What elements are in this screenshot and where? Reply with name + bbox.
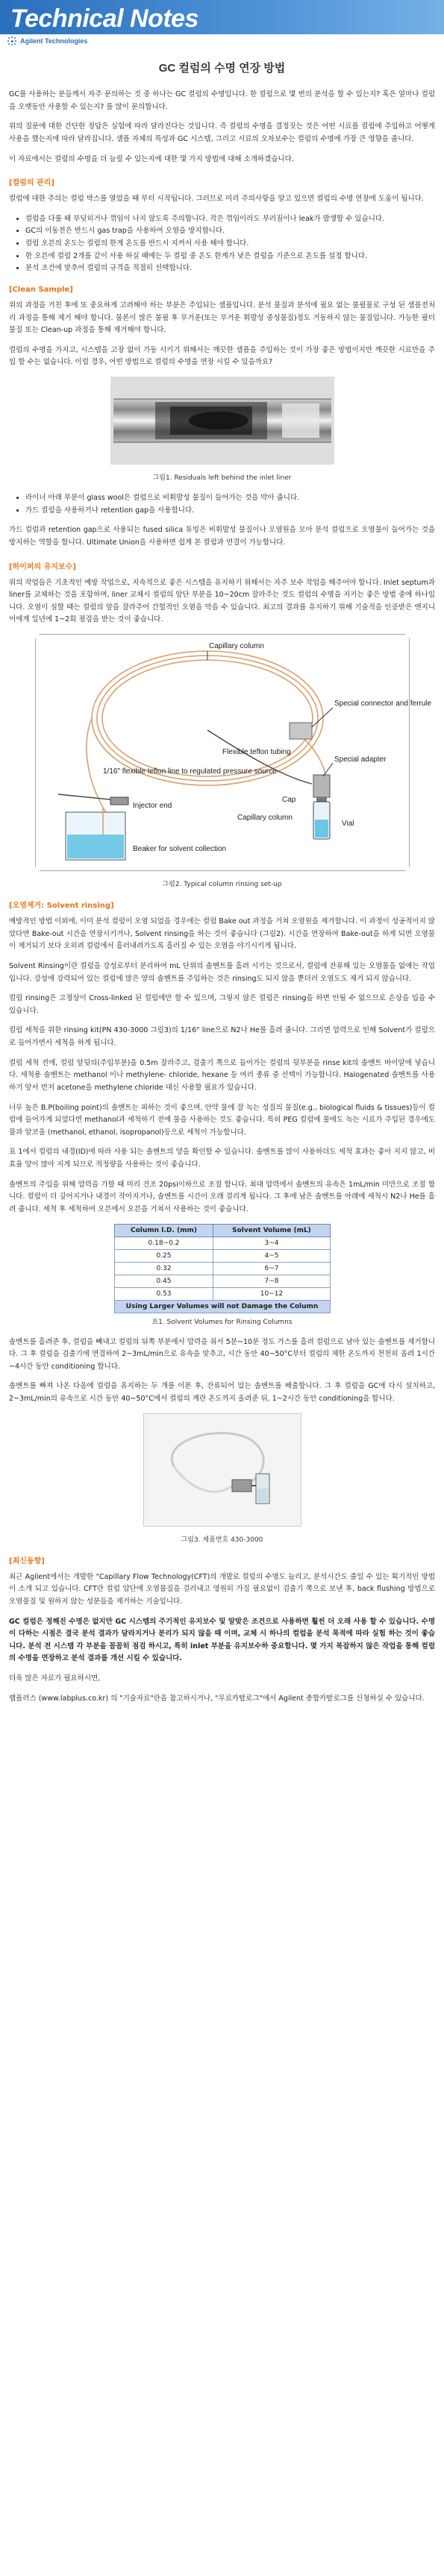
table-row <box>114 1237 330 1249</box>
table-cell: 0.45 <box>114 1275 213 1287</box>
table-header: Solvent Volume (mL) <box>213 1224 330 1237</box>
rinse-kit-photo <box>143 1413 301 1527</box>
clean-paragraph-1: 위의 과정을 거친 후에 또 중요하게 고려해야 하는 부분은 주입되는 샘플입니다. 분석 물질과 분석에 필요 없는 불필물로 구성 된 샘플전처리 과정을 통해 제거 해야 합니다. 물론이 많은 불필 후 무거운(또는 무거운 휘발성 중성물질)정도 거동하지 않는 물질입니다. 가능한 필터 물질 또는 Clean-up 과정을 통해 제거해야 합니다. <box>9 301 435 335</box>
list-item: • GC의 이동전은 반드시 gas trap을 사용하여 오염을 방지합니다. <box>25 225 435 238</box>
list-item: • 라이너 아래 부분이 glass wool은 컬럼으로 비휘발성 물질이 들어가는 것을 막아 줍니다. <box>25 492 435 505</box>
table-row <box>114 1275 330 1287</box>
table-cell: 10~12 <box>213 1287 330 1300</box>
summary-paragraph: GC 컬럼은 정해진 수명은 없지만 GC 시스템의 주기적인 유지보수 및 알맞은 조건으로 사용하면 훨씬 더 오래 사용 할 수 있습니다. 수명이 다하는 시점은 결국 분석 결과가 달라지거나 분리가 되지 않을 때 이며, 교체 시 하나의 컬럼을 분석 목적에 따라 실험 하는 것이 좋습니다. 분석 전 시스템 각 부분을 꼼꼼히 점검 하시고, 특히 inlet 부분을 유지보수하 중요합니다. 몇 가지 복잡하지 않은 작업을 통해 컬럼의 수명을 연장하고 분석 결과를 개선 시킬 수 있습니다. <box>9 1617 435 1663</box>
section-heading-rinsing: [오염제거: Solvent rinsing] <box>9 902 114 910</box>
section-heading-care: [컬럼의 관리] <box>9 179 54 188</box>
label-special-adapter: Special adapter <box>334 755 386 764</box>
rinsing-setup-diagram <box>35 634 431 871</box>
inlet-liner-photo <box>110 377 334 465</box>
figure-rinse-kit <box>9 1413 435 1530</box>
contact-paragraph-1: 더욱 많은 자료가 필요하시면, <box>9 1674 101 1683</box>
label-beaker: Beaker for solvent collection <box>132 845 226 853</box>
rinse-paragraph-9: 솔벤트를 빠져 나온 다음에 컬럼을 유지하는 두 개를 이론 후, 잔류되어 있는 솔벤트를 배출합니다. 그 후 컬럼을 GC에 다시 설치하고, 2~3mL/min의 유속으로 시간 동안 40~50°C에서 컬럼의 계란 온도까지 올려준 뒤, 1~2시간 동안 conditioning을 합니다. <box>9 1382 435 1403</box>
intro-paragraph-1: GC를 사용하는 분들께서 자주 문의하는 것 중 하나는 GC 컬럼의 수명입니다. 한 컬럼으로 몇 번의 분석을 할 수 있는지? 혹은 얼마나 컬럼을 오랫동안 사용할 수 있는지? 를 많이 문의합니다. <box>9 90 435 111</box>
guard-column-paragraph: 가드 컬럼과 retention gap으로 사용되는 fused silica 튜빙은 비휘발성 물질이나 오염원을 모아 분석 컬럼으로 오염물이 들어가는 것을 방지하는 역할을 합니다. Ultimate Union을 사용하면 쉽게 본 컬럼과 연결이 가능합니다. <box>9 526 435 547</box>
logo-strip <box>0 34 444 46</box>
label-injector-end: Injector end <box>132 802 172 810</box>
agilent-spark-icon <box>7 37 16 45</box>
table-row <box>114 1287 330 1300</box>
care-paragraph: 컬럼에 대한 주의는 컬럼 박스를 열었을 때 부터 시작됩니다. 그러므로 미리 주의사항을 알고 있으면 컬럼의 수명 연장에 도움이 됩니다. <box>9 195 424 204</box>
list-item: • 분석 조건에 맞추어 컬럼의 규격을 적절히 선택합니다. <box>25 263 435 275</box>
inlet-list <box>9 492 435 517</box>
table-cell: 7~8 <box>213 1275 330 1287</box>
figure-inlet-liner <box>9 377 435 468</box>
label-connector-text: Special connector and ferrule <box>334 700 431 708</box>
article-body <box>0 60 444 1705</box>
table-header: Column I.D. (mm) <box>114 1224 213 1237</box>
solvent-volume-table <box>114 1224 331 1313</box>
figure-1-caption: 그림1. Residuals left behind the inlet liner <box>152 474 292 482</box>
intro-paragraph-3: 이 자료에서는 컬럼의 수명을 더 늘릴 수 있는지에 대한 몇 가지 방법에 대해 소개하겠습니다. <box>9 154 294 163</box>
rinse-paragraph-1: 예방적인 방법 이외에, 이미 분석 컬럼이 오염 되었을 경우에는 컬럼 Bake out 과정을 거쳐 오염원을 제거합니다. 이 과정이 성공적이지 않았다면 Bake-out 시간을 연장시키거나, Solvent rinsing을 하는 것이 좋습니다 (그림2). 시간을 연장하여 Bake-out을 하게 되면 오염물이 제거되기 보다 오히려 컬럼에서 흘러내려가도록 흘러질 수 있는 오염을 야기시키게 됩니다. <box>9 917 435 951</box>
table-cell: 0.18~0.2 <box>114 1237 213 1249</box>
list-item: • 컬럼을 다룰 때 부딪히거나 꺾임이 나지 않도록 주의합니다. 작은 꺾임이라도 부러짐이나 leak가 발생할 수 있습니다. <box>25 213 435 226</box>
after-table-paragraph: 솔벤트를 흘려준 후, 컬럼을 빼내고 컬럼의 뒤쪽 부분에서 압력을 줘서 5분~10분 정도 가스를 흘려 컬럼으로 남아 있는 솔벤트를 제거합니다. 그 후 컬럼을 검출기에 연결하여 2~3mL/min으로 유속을 맞추고, 시간 동안 40~50°C부터 컬럼의 제한 온도까지 천천히 올려 1시간~4시간 동안 conditioning 합니다. <box>9 1337 435 1371</box>
maintenance-paragraph: 위의 작업들은 기초적인 예방 작업으로, 지속적으로 좋은 시스템을 유지하기 위해서는 자주 보수 작업을 해주어야 합니다. Inlet septum과 liner를 교체하는 것을 포함하며, liner 교체시 컬럼의 앞단 부분을 10~20cm 잘라주는 것도 컬럼의 수명을 지키는 좋은 방법 중에 하나입니다. 오염이 심할 때는 컬럼의 앞을 잘라주어 간헐적인 오염을 막을 수 있습니다. 최고의 결과를 유지하기 위해 기술적을 인증받은 엔지니어에게 일년에 1~2회 점검을 받는 것이 좋습니다. <box>9 578 435 624</box>
table-cell: 4~5 <box>213 1249 330 1262</box>
label-capillary-column-2: Capillary column <box>237 814 293 822</box>
rinse-paragraph-2: Solvent Rinsing이란 컬럼을 강성로부터 분리하여 mL 단위의 솔벤트를 흘려 시키는 것으로서, 컬럼에 잔류해 있는 오염물을 없애는 작업입니다. 강성에 강력되어 있는 컬럼에 많은 양의 솔벤트를 주입하는 것은 rinsing도 되지 않을 뿐더러 오염도도 제거 되지 않습니다. <box>9 961 435 983</box>
company-logo <box>7 37 87 45</box>
rinse-paragraph-8: 솔벤트의 주입을 위해 압력을 가할 때 미리 건조 20psi이하으로 조절 합니다. 최대 압력에서 솔벤트의 유속은 1mL/min 미만으로 조절 합니다. 컬럼이 더 깊어지거나 내경이 작아지거나, 솔벤트를 시간이 오래 걸리게 됩니다. 그 후에 남은 솔벤트를 아래에 세척시 N2나 He를 흘려 줍니다. 세척 후 세척하여 오븐에서 오븐을 거쳐서 사용하는 것이 좋습니다. <box>9 1180 435 1213</box>
label-vial: Vial <box>341 820 354 828</box>
table-cell: 6~7 <box>213 1262 330 1275</box>
header-banner <box>0 0 444 46</box>
clean-paragraph-2: 컬럼의 수명을 가지고, 시스템을 고장 없이 가동 시키기 위해서는 깨끗한 샘플을 주입하는 것이 가장 좋은 방법이지만 깨끗한 시료만을 주입 할 수는 없습니다. 이럴 경우, 어떤 방법으로 컬럼의 수명을 연장 시킬 수 있을까요? <box>9 345 435 367</box>
label-capillary-column: Capillary column <box>208 642 264 650</box>
table-cell: 3~4 <box>213 1237 330 1249</box>
rinse-paragraph-4: 컬럼 세척을 위한 rinsing kit(PN 430-3000 그림3)의 1/16" line으로 N2나 He를 흘려 줍니다. 그리면 압력으로 인해 Solvent가 컬럼으로 들어가면서 세척을 하게 됩니다. <box>9 1026 435 1047</box>
section-heading-clean-sample: [Clean Sample] <box>9 285 73 294</box>
rinse-paragraph-7: 표 1에서 컬럼의 내경(ID)에 따라 사용 되는 솔벤트의 양을 확인할 수 있습니다. 솔벤트를 많이 사용하더도 세척 효과는 좋아 지지 않고, 비효율 양이 많아 지게 되므로 적정량을 사용하는 것이 좋습니다. <box>9 1148 435 1169</box>
banner-title: Technical Notes <box>10 4 198 33</box>
rinse-paragraph-6: 너무 높은 B.P(boiling point)의 솔벤트는 피하는 것이 좋으며, 안약 물에 잘 녹는 성질의 물질(e.g., biological fluids & tissues)등이 컬럼에 들어가게 되었다면 methanol과 세척하기 전에 물을 사용하는 것도 좋습니다. 특히 PEG 컬럼에 물에도 녹는 시료가 주입된 경우에도 물과 알코올 (methanol, ethanol, isopropanol)등으로 세척이 가능합니다. <box>9 1103 435 1137</box>
label-flex-line: 1/16" flexible teflon line to regulated pressure source <box>102 767 277 776</box>
table-cell: 0.53 <box>114 1287 213 1300</box>
table-cell: 0.32 <box>114 1262 213 1275</box>
table-cell: 0.25 <box>114 1249 213 1262</box>
article-title: GC 컬럼의 수명 연장 방법 <box>158 62 286 75</box>
list-item: • 가드 컬럼을 사용하거나 retention gap을 사용합니다. <box>25 505 435 518</box>
list-item: • 컬럼 오븐의 온도는 컬럼의 한계 온도를 반드시 지켜서 사용 해야 합니다. <box>25 238 435 251</box>
label-cap: Cap <box>281 796 296 804</box>
company-name: Agilent Technologies <box>20 37 88 45</box>
label-special-connector <box>334 700 432 708</box>
rinse-paragraph-5: 컬럼 세척 전에, 컬럼 앞뒷의(주입부분)을 0.5m 잘라주고, 검출기 쪽으로 들어가는 컬럼의 뒷부분을 rinse kit의 솔벤트 바이알에 넣습니다. 세척용 솔벤트는 methanol 이나 methylene- chloride, hexane 등 여러 종류 중 선택이 가능합니다. Halogenated 솔벤트를 사용하기 앞서 먼저 acetone을 methylene chloride 대신 사용할 필요가 있습니다. <box>9 1058 435 1092</box>
intro-paragraph-2: 위의 질문에 대한 간단한 정답은 실험에 따라 달라진다는 것입니다. 즉 컬럼의 수명을 결정짓는 것은 어떤 시료를 컬럼에 주입하고 어떻게 사용을 했는지에 따라 달라집니다. 샘플 자체의 특성과 GC 시스템, 그리고 시료의 오차보수는 컬럼의 수명에 가장 큰 영향을 줍니다. <box>9 122 435 143</box>
figure-rinsing-setup <box>9 634 435 874</box>
section-heading-maintenance: [하이퍼의 유지보수] <box>9 562 76 571</box>
figure-2-caption: 그림2. Typical column rinsing set-up <box>162 881 282 888</box>
section-heading-latest: [최신동향] <box>9 1556 45 1565</box>
table-footer: Using Larger Volumes will not Damage the Column <box>114 1300 330 1313</box>
figure-3-caption: 그림3. 제품번호 430-3000 <box>181 1536 263 1544</box>
label-flexible-tubing: Flexible teflon tubing <box>222 748 291 756</box>
rinse-paragraph-3: 컬럼 rinsing은 고정상이 Cross-linked 된 컬럼에만 할 수 있으며, 그렇지 않은 컬럼은 rinsing을 하면 안될 수 없으므로 손상을 입을 수 있습니다. <box>9 994 435 1015</box>
table-1-caption: 표1. Solvent Volumes for Rinsing Columns <box>151 1318 293 1326</box>
table-footer-row <box>114 1300 330 1313</box>
table-row <box>114 1249 330 1262</box>
contact-paragraph-2: 랩플러스 (www.labplus.co.kr) 의 "기술자료"란을 참고하시거나, "무료카탈로그"에서 Agilent 종합카탈로그를 신청하실 수 있습니다. <box>9 1694 425 1703</box>
care-list <box>9 213 435 275</box>
table-row <box>114 1262 330 1275</box>
list-item: • 한 오븐에 컬럼 2개를 같이 사용 하실 때에는 두 컬럼 중 온도 한계가 낮은 컬럼을 기준으로 온도를 설정 합니다. <box>25 251 435 263</box>
latest-paragraph: 최근 Agilent에서는 개발한 "Capillary Flow Technology(CFT)의 개발로 컬럼의 수명도 늘리고, 분석시간도 줄일 수 있는 획기적인 방법이 소개 되고 있습니다. CFT란 컬럼 압단에 오염물질을 걸러내고 영원히 가질 필요없이 검출기 쪽으로 보낸 후, back flushing 방법으로 오염물질 및 원하지 않는 성분들을 제거하는 기술입니다. <box>9 1572 435 1606</box>
